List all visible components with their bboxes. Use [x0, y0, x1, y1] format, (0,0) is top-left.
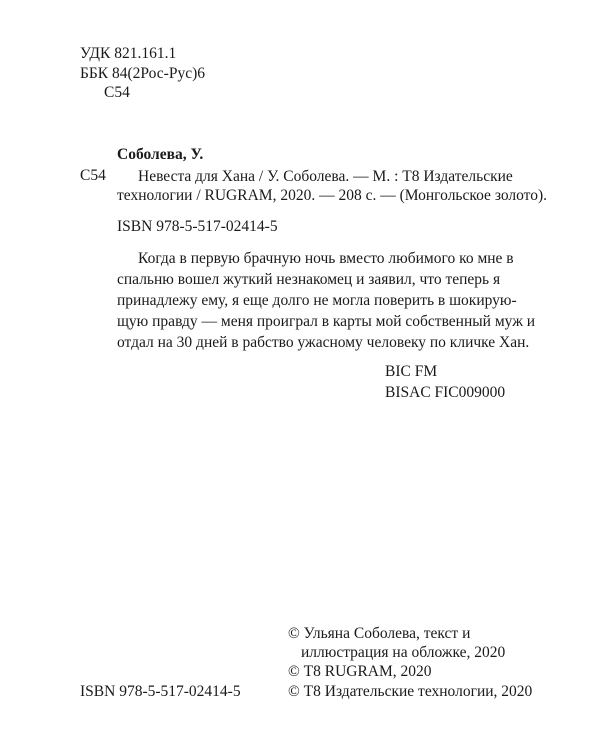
- footer-isbn: ISBN 978-5-517-02414-5: [80, 683, 241, 700]
- annotation-line: спальню вошел жуткий незнакомец и заявил, что теперь я: [117, 271, 501, 288]
- annotation-line: Когда в первую брачную ночь вместо любимого ко мне в: [138, 250, 514, 267]
- copyright-publisher: © Т8 Издательские технологии, 2020: [288, 683, 533, 700]
- copyright-author-line1: © Ульяна Соболева, текст и: [288, 625, 471, 642]
- record-author-mark: С54: [80, 167, 106, 184]
- annotation-line: щую правду — меня проиграл в карты мой собственный муж и: [117, 313, 536, 330]
- annotation-line: отдал на 30 дней в рабство ужасному человеку по кличке Хан.: [117, 334, 530, 351]
- record-author: Соболева, У.: [117, 146, 204, 163]
- author-mark-top: С54: [104, 84, 130, 101]
- copyright-rugram: © Т8 RUGRAM, 2020: [288, 663, 432, 680]
- copyright-author-line2: иллюстрация на обложке, 2020: [301, 644, 506, 661]
- udk-code: УДК 821.161.1: [80, 45, 177, 62]
- record-publisher-line: технологии / RUGRAM, 2020. — 208 с. — (Монгольское золото).: [117, 187, 548, 204]
- record-title-line: Невеста для Хана / У. Соболева. — М. : Т8 Издательские: [138, 168, 513, 185]
- bbk-code: ББК 84(2Рос-Рус)6: [80, 65, 205, 82]
- bisac-code: BISAC FIC009000: [385, 384, 506, 401]
- annotation-line: принадлежу ему, я еще долго не могла поверить в шокирую-: [117, 292, 517, 309]
- record-isbn: ISBN 978-5-517-02414-5: [117, 218, 278, 235]
- bic-code: BIC FM: [385, 363, 438, 380]
